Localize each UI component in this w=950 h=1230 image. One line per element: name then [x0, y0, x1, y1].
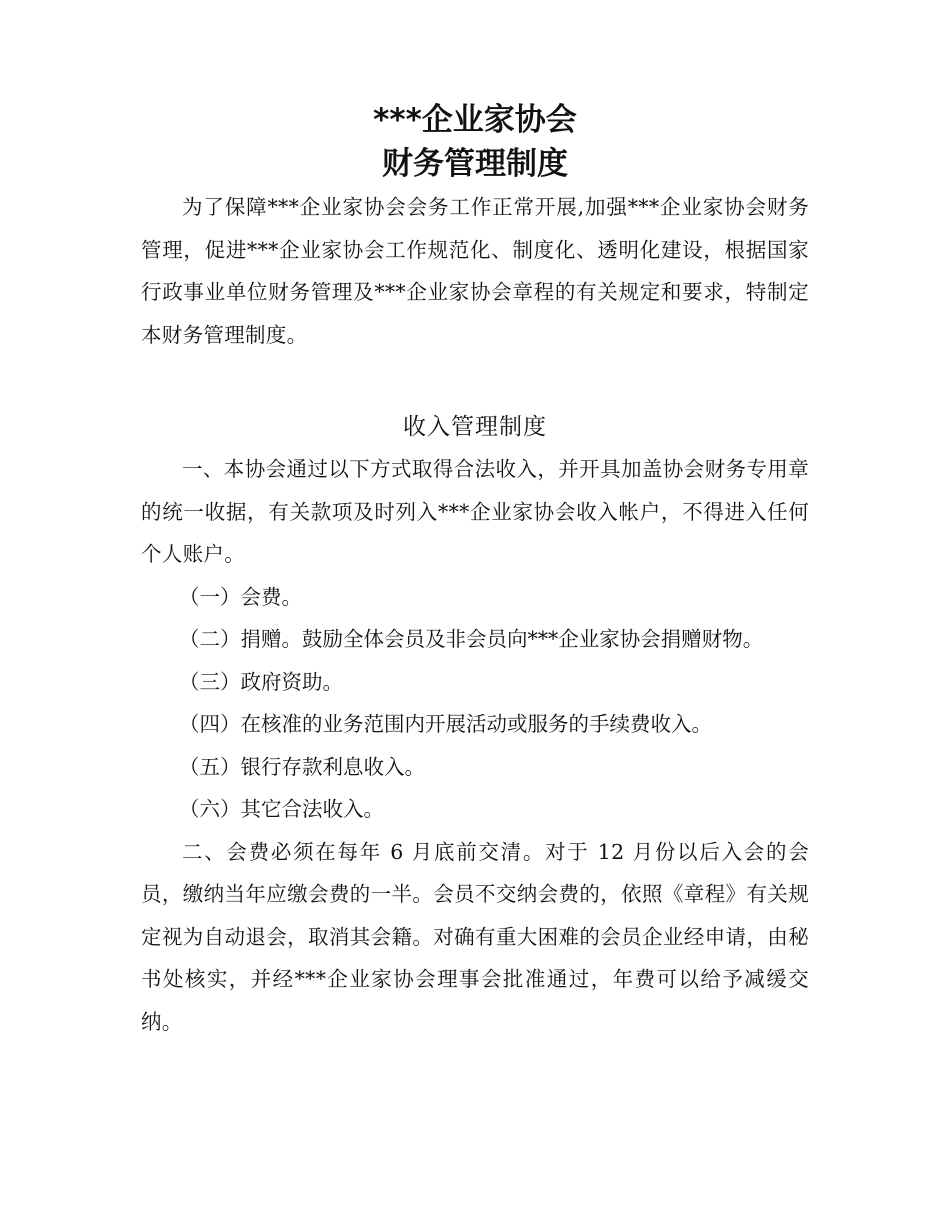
document-body	[141, 98, 809, 1043]
intro-paragraph: 为了保障***企业家协会会务工作正常开展,加强***企业家协会财务管理，促进***企业家协会工作规范化、制度化、透明化建设，根据国家行政事业单位财务管理及***企业家协会章程的有关规定和要求，特制定本财务管理制度。	[141, 195, 809, 347]
list-item: （一）会费。	[179, 584, 302, 609]
document-title-line-2: 财务管理制度	[382, 146, 568, 182]
list-item: （五）银行存款利息收入。	[179, 754, 425, 779]
document-title-line-1: ***企业家协会	[373, 102, 577, 138]
list-item: （四）在核准的业务范围内开展活动或服务的手续费收入。	[179, 712, 712, 736]
list-item: （六）其它合法收入。	[179, 797, 384, 821]
section-title-income: 收入管理制度	[403, 414, 547, 440]
list-item: （三）政府资助。	[179, 669, 343, 694]
clause-1-paragraph: 一、本协会通过以下方式取得合法收入，并开具加盖协会财务专用章的统一收据，有关款项及时列入***企业家协会收入帐户，不得进入任何个人账户。	[141, 457, 809, 566]
list-item: （二）捐赠。鼓励全体会员及非会员向***企业家协会捐赠财物。	[179, 627, 764, 651]
income-sources-list	[141, 576, 809, 831]
clause-2-paragraph: 二、会费必须在每年 6 月底前交清。对于 12 月份以后入会的会员，缴纳当年应缴会费的一半。会员不交纳会费的，依照《章程》有关规定视为自动退会，取消其会籍。对确有重大困难的会员企业经申请，由秘书处核实，并经***企业家协会理事会批准通过，年费可以给予减缓交纳。	[141, 839, 809, 1034]
